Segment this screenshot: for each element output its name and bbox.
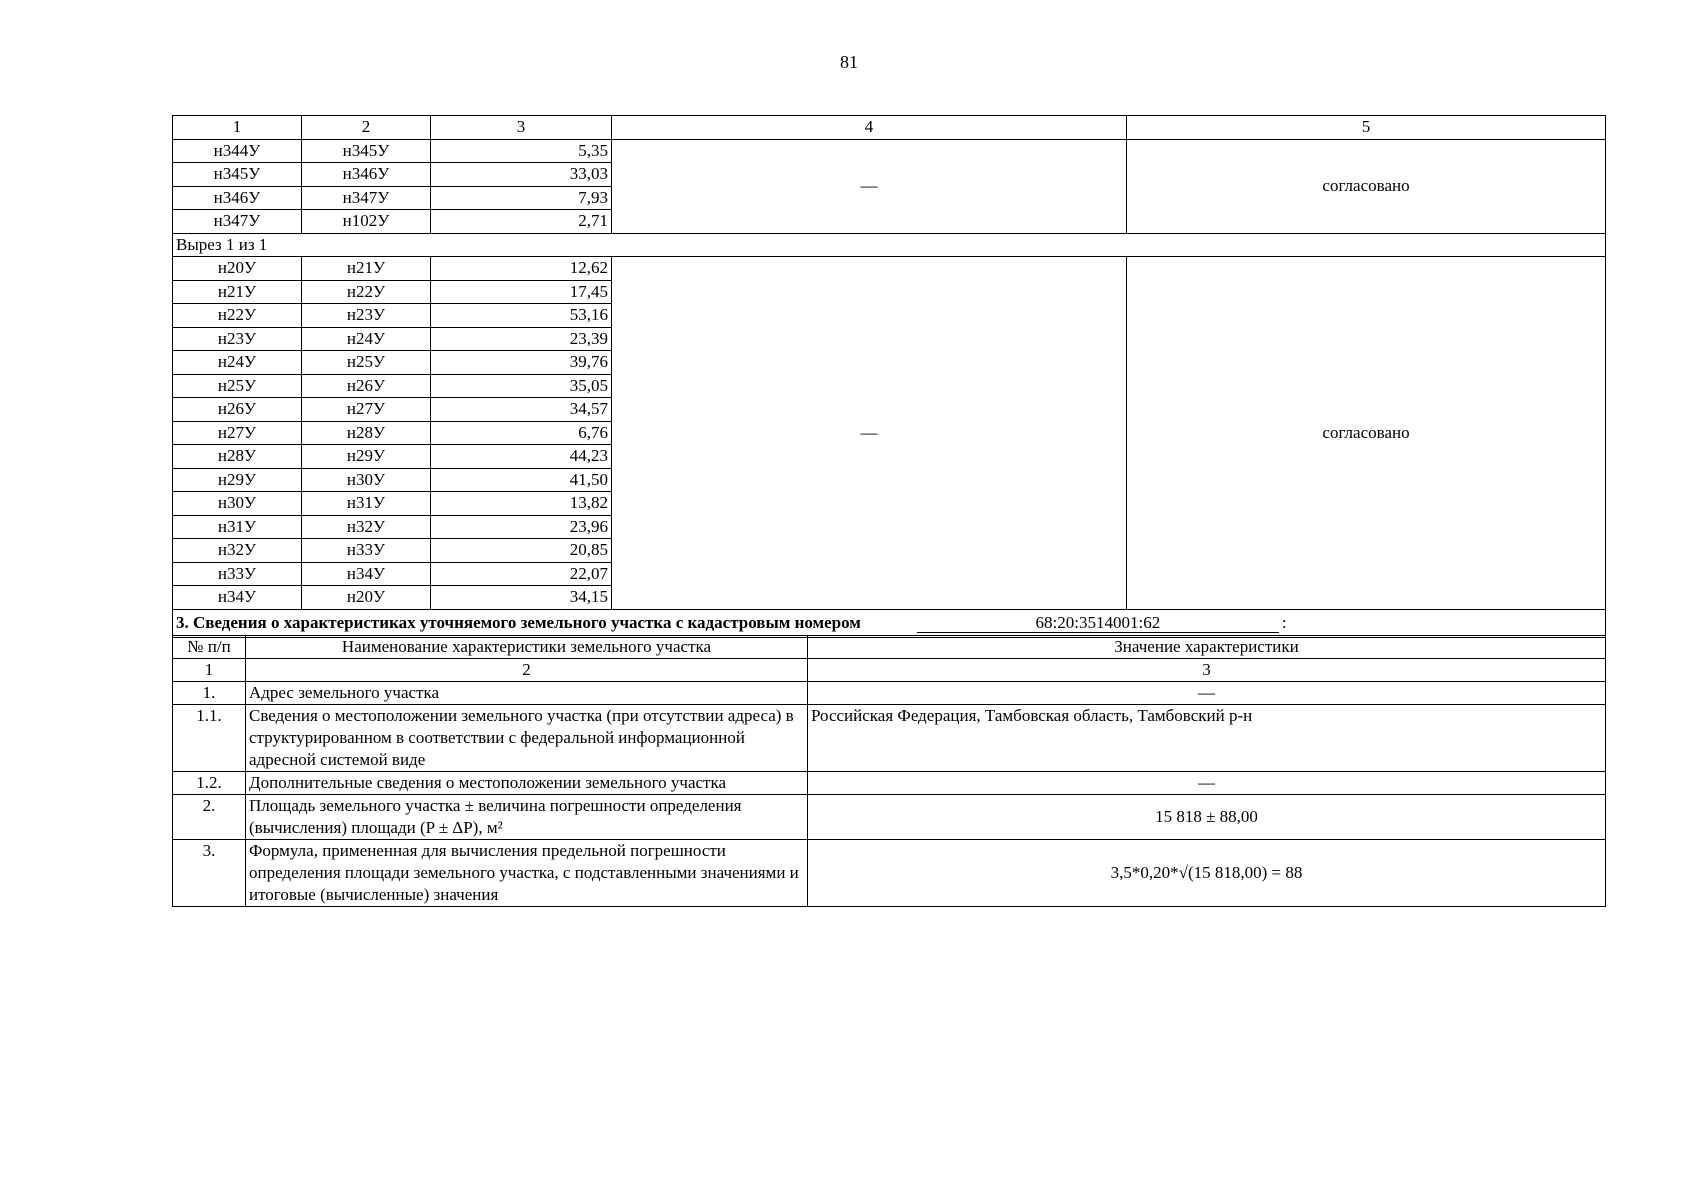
cutout-row (173, 233, 1606, 257)
segment-length: 6,76 (431, 421, 612, 445)
segment-length: 44,23 (431, 445, 612, 469)
page-number: 81 (840, 52, 858, 72)
characteristic-name: Сведения о местоположении земельного участка (при отсутствии адреса) в структурированном в соответствии с федеральной информационной адресной системой виде (246, 705, 808, 772)
point-from: н347У (173, 210, 302, 234)
table-row (173, 257, 1606, 281)
col-number-1: 1 (173, 659, 246, 682)
segment-length: 33,03 (431, 163, 612, 187)
segment-length: 23,39 (431, 327, 612, 351)
cadastral-colon: : (1281, 613, 1287, 632)
point-to: н27У (302, 398, 431, 422)
table-row (173, 682, 1606, 705)
point-to: н22У (302, 280, 431, 304)
segment-length: 53,16 (431, 304, 612, 328)
point-to: н31У (302, 492, 431, 516)
segment-length: 5,35 (431, 139, 612, 163)
point-to: н26У (302, 374, 431, 398)
segment-length: 2,71 (431, 210, 612, 234)
segment-length: 17,45 (431, 280, 612, 304)
point-from: н33У (173, 562, 302, 586)
group1-col4-value: — (612, 139, 1127, 233)
characteristic-value: — (808, 772, 1606, 795)
characteristic-name: Формула, примененная для вычисления предельной погрешности определения площади земельного участка, с подставленными значениями и итоговые (вычисленные) значения (246, 840, 808, 907)
segment-length: 12,62 (431, 257, 612, 281)
point-from: н34У (173, 586, 302, 610)
point-to: н21У (302, 257, 431, 281)
characteristic-value: 15 818 ± 88,00 (808, 795, 1606, 840)
point-to: н30У (302, 468, 431, 492)
group2-status: согласовано (1127, 257, 1606, 610)
point-from: н26У (173, 398, 302, 422)
segment-length: 20,85 (431, 539, 612, 563)
point-from: н31У (173, 515, 302, 539)
section3-title: 3. Сведения о характеристиках уточняемого земельного участка с кадастровым номером (176, 613, 861, 632)
group2-col4-value: — (612, 257, 1127, 610)
header-col-4: 4 (612, 116, 1127, 140)
table-row (173, 795, 1606, 840)
header-col-1: 1 (173, 116, 302, 140)
point-to: н102У (302, 210, 431, 234)
segment-length: 35,05 (431, 374, 612, 398)
cadastral-number: 68:20:3514001:62 (917, 613, 1279, 633)
point-from: н22У (173, 304, 302, 328)
characteristic-value: — (808, 682, 1606, 705)
group1-status: согласовано (1127, 139, 1606, 233)
header-col-5: 5 (1127, 116, 1606, 140)
point-from: н23У (173, 327, 302, 351)
point-to: н23У (302, 304, 431, 328)
point-from: н30У (173, 492, 302, 516)
point-to: н20У (302, 586, 431, 610)
point-to: н28У (302, 421, 431, 445)
point-from: н24У (173, 351, 302, 375)
segment-length: 41,50 (431, 468, 612, 492)
segment-length: 23,96 (431, 515, 612, 539)
section3-title-row (173, 609, 1606, 637)
table-row (173, 840, 1606, 907)
point-to: н24У (302, 327, 431, 351)
point-to: н347У (302, 186, 431, 210)
point-to: н345У (302, 139, 431, 163)
characteristics-header-row (173, 636, 1606, 659)
characteristic-name: Адрес земельного участка (246, 682, 808, 705)
segment-length: 22,07 (431, 562, 612, 586)
point-to: н346У (302, 163, 431, 187)
point-from: н345У (173, 163, 302, 187)
characteristics-column-numbers-row (173, 659, 1606, 682)
point-to: н32У (302, 515, 431, 539)
point-to: н33У (302, 539, 431, 563)
segment-length: 34,57 (431, 398, 612, 422)
row-number: 2. (173, 795, 246, 840)
row-number: 1. (173, 682, 246, 705)
cadastral-number-field (917, 613, 1287, 633)
table-row (173, 139, 1606, 163)
point-from: н27У (173, 421, 302, 445)
point-from: н344У (173, 139, 302, 163)
header-value: Значение характеристики (808, 636, 1606, 659)
segment-length: 7,93 (431, 186, 612, 210)
point-to: н34У (302, 562, 431, 586)
boundary-parts-table (172, 115, 1606, 638)
point-from: н20У (173, 257, 302, 281)
header-name: Наименование характеристики земельного участка (246, 636, 808, 659)
segment-length: 13,82 (431, 492, 612, 516)
characteristic-name: Площадь земельного участка ± величина погрешности определения (вычисления) площади (P ± ΔP), м² (246, 795, 808, 840)
point-from: н21У (173, 280, 302, 304)
segment-length: 34,15 (431, 586, 612, 610)
table-row (173, 705, 1606, 772)
row-number: 1.1. (173, 705, 246, 772)
characteristic-name: Дополнительные сведения о местоположении земельного участка (246, 772, 808, 795)
header-col-3: 3 (431, 116, 612, 140)
point-from: н32У (173, 539, 302, 563)
point-from: н346У (173, 186, 302, 210)
header-col-2: 2 (302, 116, 431, 140)
cutout-label: Вырез 1 из 1 (173, 233, 1606, 257)
table-header-row (173, 116, 1606, 140)
point-to: н25У (302, 351, 431, 375)
characteristic-value: 3,5*0,20*√(15 818,00) = 88 (808, 840, 1606, 907)
row-number: 3. (173, 840, 246, 907)
point-from: н29У (173, 468, 302, 492)
col-number-2: 2 (246, 659, 808, 682)
header-number: № п/п (173, 636, 246, 659)
row-number: 1.2. (173, 772, 246, 795)
characteristics-table (172, 635, 1606, 907)
col-number-3: 3 (808, 659, 1606, 682)
point-from: н25У (173, 374, 302, 398)
segment-length: 39,76 (431, 351, 612, 375)
point-to: н29У (302, 445, 431, 469)
table-row (173, 772, 1606, 795)
point-from: н28У (173, 445, 302, 469)
characteristic-value: Российская Федерация, Тамбовская область, Тамбовский р-н (808, 705, 1606, 772)
